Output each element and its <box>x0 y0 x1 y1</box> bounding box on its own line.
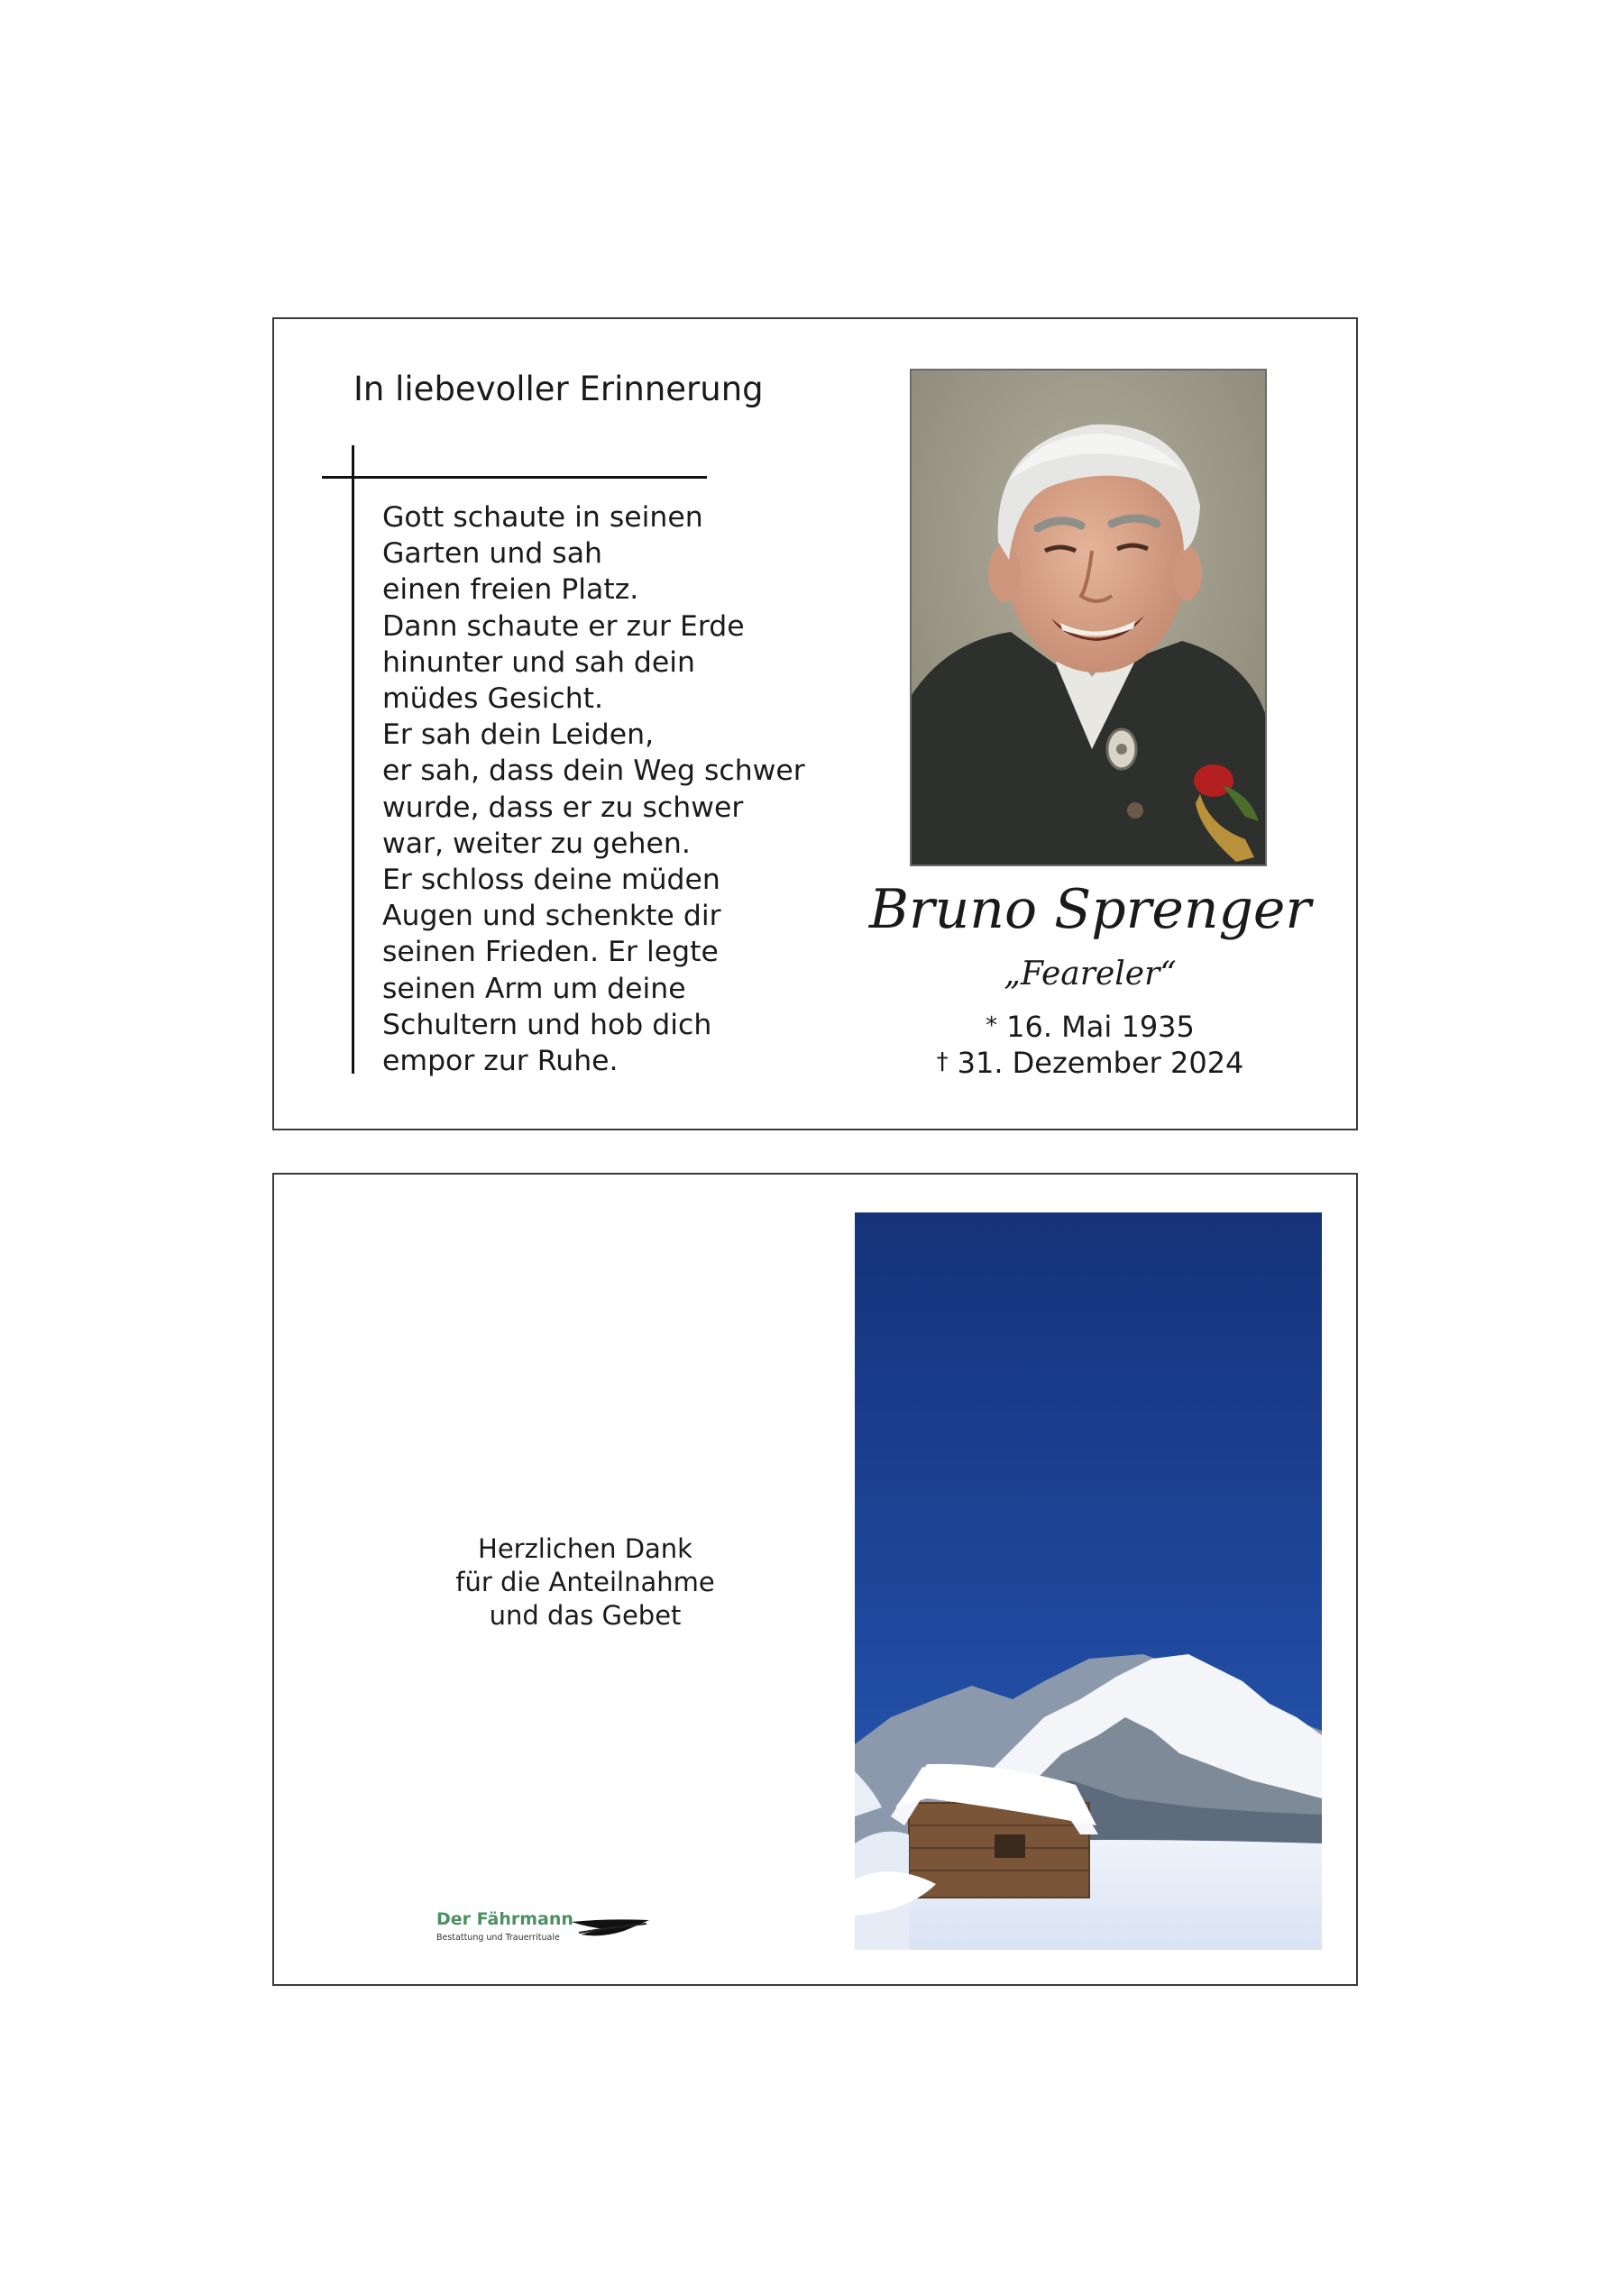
birth-date: 16. Mai 1935 <box>1006 1010 1195 1044</box>
thanks-message <box>382 1532 788 1633</box>
thanks-line: Herzlichen Dank <box>478 1533 692 1564</box>
poem-line: er sah, dass dein Weg schwer <box>382 755 805 788</box>
poem-line: seinen Frieden. Er legte <box>382 936 719 969</box>
mountain-cabin-photo <box>855 1212 1322 1950</box>
back-card <box>272 1173 1358 1986</box>
death-date: 31. Dezember 2024 <box>957 1046 1244 1080</box>
logo-tagline: Bestattung und Trauerrituale <box>436 1933 560 1943</box>
birth-date-line <box>815 1010 1365 1044</box>
front-card <box>272 317 1358 1130</box>
poem-line: Dann schaute er zur Erde <box>382 609 745 643</box>
poem-line: war, weiter zu gehen. <box>382 827 691 860</box>
poem-line: wurde, dass er zu schwer <box>382 791 744 824</box>
boat-logo-icon <box>570 1915 651 1942</box>
poem <box>382 499 815 1079</box>
thanks-line: für die Anteilnahme <box>455 1567 715 1597</box>
logo-name: Der Fährmann <box>436 1909 573 1929</box>
deceased-name: Bruno Sprenger <box>868 878 1312 941</box>
death-cross-icon: † <box>936 1048 949 1075</box>
poem-line: müdes Gesicht. <box>382 682 604 716</box>
poem-line: Garten und sah <box>382 537 602 571</box>
poem-line: Schultern und hob dich <box>382 1008 712 1041</box>
intro-heading: In liebevoller Erinnerung <box>353 370 764 408</box>
poem-line: empor zur Ruhe. <box>382 1045 619 1078</box>
birth-star-icon: * <box>986 1012 998 1039</box>
poem-line: hinunter und sah dein <box>382 645 696 679</box>
poem-line: Gott schaute in seinen <box>382 501 703 534</box>
deceased-nickname: „Feareler“ <box>1004 956 1177 992</box>
thanks-line: und das Gebet <box>489 1600 682 1631</box>
poem-line: Er schloss deine müden <box>382 864 720 897</box>
poem-line: einen freien Platz. <box>382 573 639 607</box>
poem-line: seinen Arm um deine <box>382 972 686 1005</box>
cross-horizontal-bar <box>322 476 707 479</box>
poem-line: Augen und schenkte dir <box>382 900 721 933</box>
poem-line: Er sah dein Leiden, <box>382 718 655 752</box>
cross-vertical-bar <box>352 445 354 1074</box>
portrait-photo <box>910 369 1267 866</box>
death-date-line <box>815 1046 1365 1080</box>
funeral-home-logo <box>436 1909 671 1945</box>
